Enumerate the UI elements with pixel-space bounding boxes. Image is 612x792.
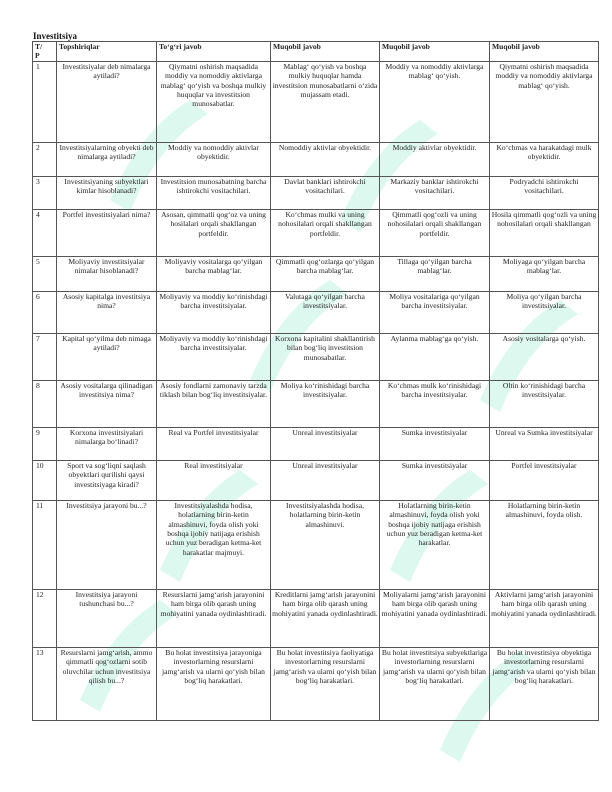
alternative-answer-cell: Investitsiyalashda hodisa, holatlarning birin-ketin almashinuvi. — [271, 500, 380, 589]
alternative-answer-cell: Markaziy banklar ishtirokchi vositachilari. — [380, 176, 490, 209]
table-row — [33, 647, 599, 720]
alternative-answer-cell: Qimmatli qog‘ozli va uning nohosilalari orqali shakllangan portfeldir. — [380, 209, 490, 256]
row-number: 11 — [33, 500, 57, 589]
table-body — [33, 61, 599, 720]
alternative-answer-cell: Moliya vositalariga qo‘yilgan barcha investitsiyalar. — [380, 291, 490, 333]
row-number: 2 — [33, 142, 57, 176]
header-alternative-answer-2: Muqobil javob — [380, 42, 490, 62]
correct-answer-cell: Moliyaviy vositalarga qo‘yilgan barcha mablag‘lar. — [157, 256, 271, 291]
alternative-answer-cell: Unreal investitsiyalar — [271, 427, 380, 460]
header-alternative-answer-3: Muqobil javob — [490, 42, 599, 62]
document-title: Investitsiya — [33, 31, 78, 41]
correct-answer-cell: Real va Portfel investitsiyalar — [157, 427, 271, 460]
task-cell: Portfel investitsiyalari nima? — [57, 209, 157, 256]
row-number: 10 — [33, 460, 57, 500]
row-number: 12 — [33, 589, 57, 647]
header-row — [33, 42, 599, 62]
alternative-answer-cell: Nomoddiy aktivlar obyektidir. — [271, 142, 380, 176]
task-cell: Investitsiya jarayoni tushunchasi bu...? — [57, 589, 157, 647]
correct-answer-cell: Asosan, qimmatli qog‘oz va uning hosilalari orqali shakllangan portfeldir. — [157, 209, 271, 256]
table-row — [33, 333, 599, 380]
alternative-answer-cell: Moliya qo‘yilgan barcha investitsiyalar. — [490, 291, 599, 333]
table-row — [33, 500, 599, 589]
table-row — [33, 380, 599, 427]
table-row — [33, 209, 599, 256]
row-number: 1 — [33, 61, 57, 142]
task-cell: Korxona investitsiyalari nimalarga bo‘linadi? — [57, 427, 157, 460]
alternative-answer-cell: Bu holat investitsiya faoliyatiga investorlarning resurslarni jamg‘arish va ularni qo‘yish bilan bog‘liq harakatlari. — [271, 647, 380, 720]
alternative-answer-cell: Holatlarning birin-ketin almashinuvi, foyda olish yoki boshqa ijobiy natijaga erishish uchun yuz beradigan ketma-ket harakatlar. — [380, 500, 490, 589]
task-cell: Investitsiya jarayoni bu...? — [57, 500, 157, 589]
header-number: T/ P — [33, 42, 57, 62]
alternative-answer-cell: Unreal investitsiyalar — [271, 460, 380, 500]
alternative-answer-cell: Qimmatli qog‘ozlarga qo‘yilgan barcha mablag‘lar. — [271, 256, 380, 291]
header-alternative-answer-1: Muqobil javob — [271, 42, 380, 62]
task-cell: Asosiy kapitalga investitsiya nima? — [57, 291, 157, 333]
correct-answer-cell: Asosiy fondlarni zamonaviy tarzda tiklash bilan bog‘liq investitsiyalar. — [157, 380, 271, 427]
alternative-answer-cell: Oltin ko‘rinishidagi barcha investitsiyalar. — [490, 380, 599, 427]
alternative-answer-cell: Qiymatni oshirish maqsadida moddiy va nomoddiy aktivlarga mablag‘ qo‘yish. — [490, 61, 599, 142]
table-row — [33, 291, 599, 333]
table-row — [33, 589, 599, 647]
table-row — [33, 142, 599, 176]
table-row — [33, 176, 599, 209]
row-number: 4 — [33, 209, 57, 256]
row-number: 5 — [33, 256, 57, 291]
alternative-answer-cell: Ko‘chmas va harakatdagi mulk obyektidir. — [490, 142, 599, 176]
alternative-answer-cell: Moddiy va nomoddiy aktivlarga mablag‘ qo‘yish. — [380, 61, 490, 142]
table-row — [33, 460, 599, 500]
alternative-answer-cell: Davlat banklari ishtirokchi vositachilari. — [271, 176, 380, 209]
table-row — [33, 256, 599, 291]
alternative-answer-cell: Moliyalarni jamg‘arish jarayonini ham birga olib qarash uning mohiyatini yanada oydinlashtiradi. — [380, 589, 490, 647]
correct-answer-cell: Moliyaviy va moddiy ko‘rinishdagi barcha investitsiyalar. — [157, 291, 271, 333]
row-number: 13 — [33, 647, 57, 720]
header-correct-answer: To‘g‘ri javob — [157, 42, 271, 62]
alternative-answer-cell: Asosiy vositalarga qo‘yish. — [490, 333, 599, 380]
row-number: 7 — [33, 333, 57, 380]
correct-answer-cell: Qiymatni oshirish maqsadida moddiy va nomoddiy aktivlarga mablag‘ qo‘yish va boshqa mulkiy huquqlar va investitsion munosabatlar. — [157, 61, 271, 142]
correct-answer-cell: Bu holat investitsiya jarayoniga investorlarning resurslarni jamg‘arish va ularni qo‘yish bilan bog‘liq harakatlari. — [157, 647, 271, 720]
alternative-answer-cell: Hosila qimmatli qog‘ozli va uning nohosilalari orqali shakllangan — [490, 209, 599, 256]
correct-answer-cell: Real investitsiyalar — [157, 460, 271, 500]
task-cell: Kapital qo‘yilma deb nimaga aytiladi? — [57, 333, 157, 380]
correct-answer-cell: Investitsiyalashda hodisa, holatlarning birin-ketin almashinuvi, foyda olish yoki boshqa ijobiy natijaga erishish uchun yuz beradigan ketma-ket harakatlar majmuyi. — [157, 500, 271, 589]
alternative-answer-cell: Tillaga qo‘yilgan barcha mablag‘lar. — [380, 256, 490, 291]
row-number: 6 — [33, 291, 57, 333]
alternative-answer-cell: Portfel investitsiyalar — [490, 460, 599, 500]
alternative-answer-cell: Moliyaga qo‘yilgan barcha mablag‘lar. — [490, 256, 599, 291]
correct-answer-cell: Moddiy va nomoddiy aktivlar obyektidir. — [157, 142, 271, 176]
task-cell: Investitsiyaning subyektlari kimlar hisoblanadi? — [57, 176, 157, 209]
task-cell: Moliyaviy investitsiyalar nimalar hisoblanadi? — [57, 256, 157, 291]
alternative-answer-cell: Unreal va Sumka investitsiyalar — [490, 427, 599, 460]
alternative-answer-cell: Sumka investitsiyalar — [380, 427, 490, 460]
alternative-answer-cell: Aktivlarni jamg‘arish jarayonini ham birga olib qarash uning mohiyatini yanada oydinlashtiradi. — [490, 589, 599, 647]
alternative-answer-cell: Ko‘chmas mulk ko‘rinishidagi barcha investitsiyalar. — [380, 380, 490, 427]
alternative-answer-cell: Moliya ko‘rinishidagi barcha investitsiyalar. — [271, 380, 380, 427]
row-number: 3 — [33, 176, 57, 209]
alternative-answer-cell: Bu holat investitsiya obyektiga investorlarning resurslarni jamg‘arish va ularni qo‘yish bilan bog‘liq harakatlari. — [490, 647, 599, 720]
alternative-answer-cell: Sumka investitsiyalar — [380, 460, 490, 500]
task-cell: Resurslarni jamg‘arish, ammo qimmatli qog‘ozlarni sotib oluvchilar uchun investitsiya qilish bu...? — [57, 647, 157, 720]
correct-answer-cell: Moliyaviy va moddiy ko‘rinishdagi barcha investitsiyalar. — [157, 333, 271, 380]
row-number: 8 — [33, 380, 57, 427]
alternative-answer-cell: Valutaga qo‘yilgan barcha investitsiyalar. — [271, 291, 380, 333]
alternative-answer-cell: Aylanma mablag‘ga qo‘yish. — [380, 333, 490, 380]
alternative-answer-cell: Ko‘chmas mulki va uning nohosilalari orqali shakllangan portfeldir. — [271, 209, 380, 256]
alternative-answer-cell: Holatlarning birin-ketin almashinuvi, foyda olish. — [490, 500, 599, 589]
alternative-answer-cell: Podryadchi ishtirokchi vositachilari. — [490, 176, 599, 209]
table-row — [33, 61, 599, 142]
task-cell: Investitsiyalar deb nimalarga aytiladi? — [57, 61, 157, 142]
task-cell: Asosiy vositalarga qilinadigan investitsiya nima? — [57, 380, 157, 427]
header-tasks: Topshiriqlar — [57, 42, 157, 62]
quiz-table — [32, 41, 599, 721]
alternative-answer-cell: Mablag‘ qo‘yish va boshqa mulkiy huquqlar hamda investitsion munosabatlarni o‘zida mujassam etadi. — [271, 61, 380, 142]
correct-answer-cell: Resurslarni jamg‘arish jarayonini ham birga olib qarash uning mohiyatini yanada oydinlashtiradi. — [157, 589, 271, 647]
task-cell: Investitsiyalarning obyekti deb nimalarga aytiladi? — [57, 142, 157, 176]
alternative-answer-cell: Korxona kapitalini shakllantirish bilan bog‘liq investitsion munosabatlar. — [271, 333, 380, 380]
correct-answer-cell: Investitsion munosabatning barcha ishtirokchi vositachilari. — [157, 176, 271, 209]
table-row — [33, 427, 599, 460]
document-page — [32, 31, 598, 721]
alternative-answer-cell: Moddiy aktivlar obyektidir. — [380, 142, 490, 176]
alternative-answer-cell: Bu holat investitsiya subyektlariga investorlarning resurslarni jamg‘arish va ularni qo‘yish bilan bog‘liq harakatlari. — [380, 647, 490, 720]
row-number: 9 — [33, 427, 57, 460]
alternative-answer-cell: Kreditlarni jamg‘arish jarayonini ham birga olib qarash uning mohiyatini yanada oydinlashtiradi. — [271, 589, 380, 647]
task-cell: Sport va sog‘liqni saqlash obyektlari qurilishi qaysi investitsiyaga kiradi? — [57, 460, 157, 500]
